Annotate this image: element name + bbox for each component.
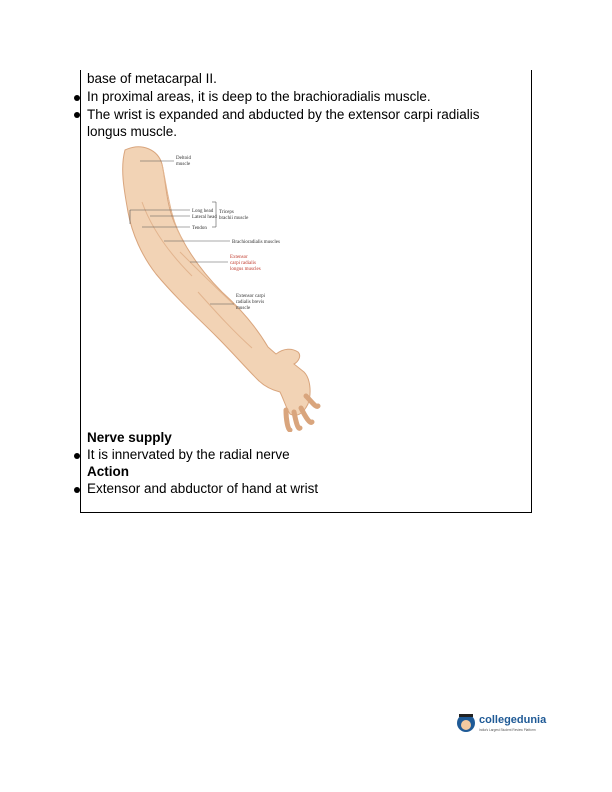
collegedunia-logo [456, 706, 566, 740]
arm-muscle-illustration [80, 142, 410, 432]
logo-tagline: India's Largest Student Review Platform [479, 728, 536, 732]
bullet-icon [74, 112, 80, 118]
label-deltoid-2: muscle [176, 162, 191, 167]
logo-name: collegedunia [479, 714, 547, 726]
label-brachioradialis: Brachioradialis muscles [232, 240, 280, 245]
text-line-3: The wrist is expanded and abducted by the extensor carpi radialis [87, 107, 480, 122]
label-long-head: Long head [192, 209, 214, 214]
label-tendon: Tendon [192, 226, 207, 231]
label-lateral-head: Lateral head [192, 215, 217, 220]
text-line-1: base of metacarpal II. [87, 71, 217, 86]
label-triceps-2: brachii muscle [219, 216, 249, 221]
text-line-4: longus muscle. [87, 124, 178, 139]
bullet-icon [74, 453, 80, 459]
arm-shape [123, 147, 310, 415]
label-ecrl-2: carpi radialis [230, 261, 256, 266]
label-ecrl: Extensor [230, 255, 248, 260]
action-text: Extensor and abductor of hand at wrist [87, 481, 319, 496]
text-line-2: In proximal areas, it is deep to the brachioradialis muscle. [87, 89, 431, 104]
label-ecrl-3: longus muscles [230, 267, 261, 272]
bullet-icon [74, 95, 80, 101]
label-deltoid: Deltoid [176, 156, 191, 161]
label-triceps: Triceps [219, 210, 234, 215]
nerve-supply-text: It is innervated by the radial nerve [87, 447, 290, 462]
label-ecrb: Extensor carpi [236, 294, 266, 299]
action-heading: Action [87, 464, 129, 479]
nerve-supply-heading: Nerve supply [87, 430, 172, 445]
bullet-icon [74, 487, 80, 493]
label-ecrb-3: muscle [236, 306, 251, 311]
label-ecrb-2: radialis brevis [236, 300, 265, 305]
